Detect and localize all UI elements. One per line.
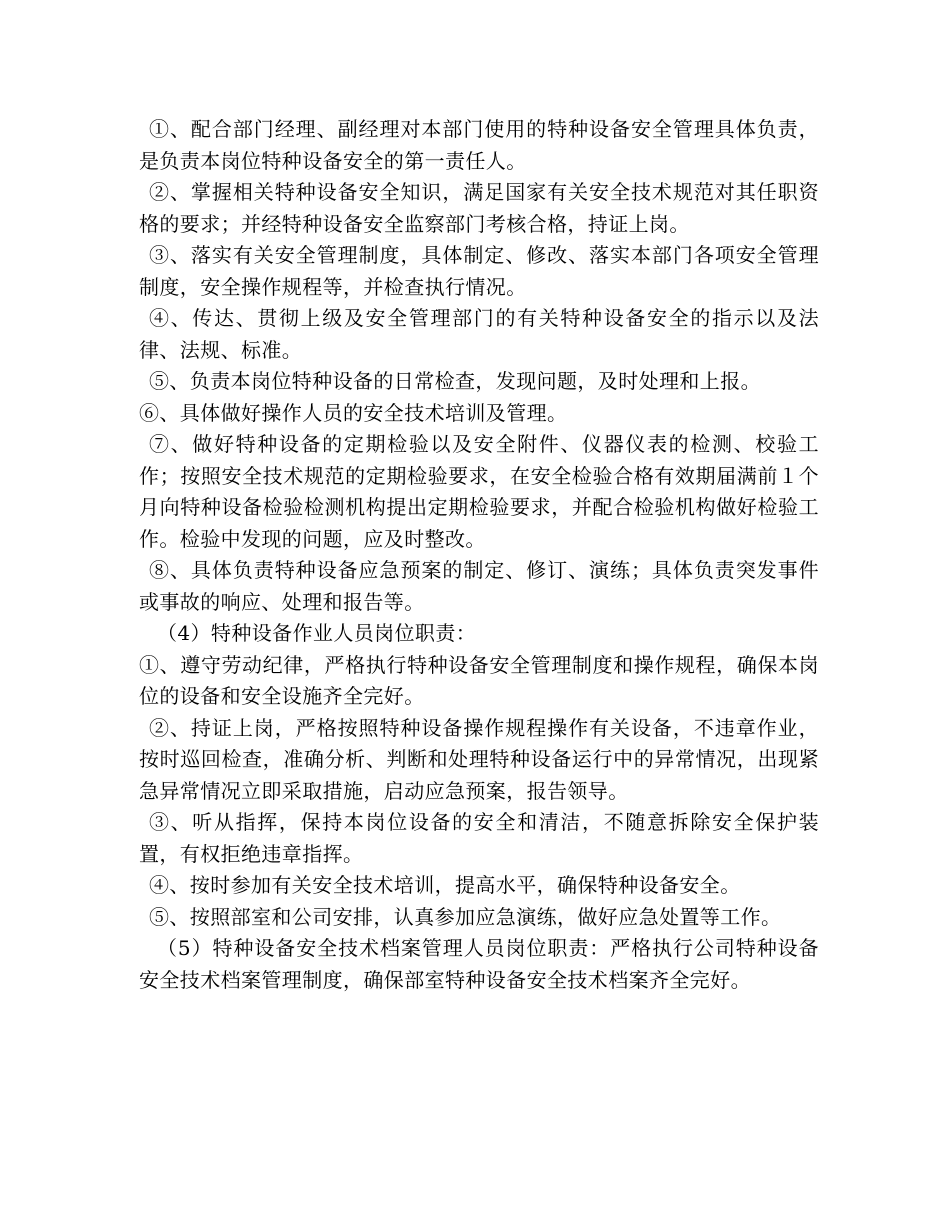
- paragraph-item-6: ⑥、具体做好操作人员的安全技术培训及管理。: [139, 400, 568, 425]
- paragraph-item-10: ①、遵守劳动纪律，严格执行特种设备安全管理制度和操作规程，确保本岗位的设备和安全设施齐全完好。: [139, 652, 819, 708]
- paragraph-item-5: ⑤、负责本岗位特种设备的日常检查，发现问题，及时处理和上报。: [149, 369, 761, 393]
- section-paragraph-5: （5）特种设备安全技术档案管理人员岗位职责：严格执行公司特种设备安全技术档案管理制度，确保部室特种设备安全技术档案齐全完好。: [139, 936, 819, 992]
- paragraph-item-7: ⑦、做好特种设备的定期检验以及安全附件、仪器仪表的检测、校验工作；按照安全技术规范的定期检验要求，在安全检验合格有效期届满前１个月向特种设备检验检测机构提出定期检验要求，并配合检验机构做好检验工作。检验中发现的问题，应及时整改。: [139, 432, 819, 551]
- paragraph-item-12: ③、听从指挥，保持本岗位设备的安全和清洁，不随意拆除安全保护装置，有权拒绝违章指挥。: [139, 810, 819, 866]
- paragraph-item-4: ④、传达、贯彻上级及安全管理部门的有关特种设备安全的指示以及法律、法规、标准。: [139, 306, 819, 362]
- paragraph-item-3: ③、落实有关安全管理制度，具体制定、修改、落实本部门各项安全管理制度，安全操作规程等，并检查执行情况。: [139, 243, 819, 299]
- section-heading-4: （4）特种设备作业人员岗位职责：: [157, 621, 477, 645]
- paragraph-item-2: ②、掌握相关特种设备安全知识，满足国家有关安全技术规范对其任职资格的要求；并经特种设备安全监察部门考核合格，持证上岗。: [139, 180, 819, 236]
- paragraph-item-13: ④、按时参加有关安全技术培训，提高水平，确保特种设备安全。: [149, 873, 741, 897]
- paragraph-item-8: ⑧、具体负责特种设备应急预案的制定、修订、演练；具体负责突发事件或事故的响应、处理和报告等。: [139, 558, 819, 614]
- paragraph-item-1: ①、配合部门经理、副经理对本部门使用的特种设备安全管理具体负责，是负责本岗位特种设备安全的第一责任人。: [139, 117, 819, 173]
- document-page: [139, 114, 819, 996]
- paragraph-item-11: ②、持证上岗，严格按照特种设备操作规程操作有关设备，不违章作业，按时巡回检查，准确分析、判断和处理特种设备运行中的异常情况，出现紧急异常情况立即采取措施，启动应急预案，报告领导。: [139, 715, 819, 803]
- paragraph-item-14: ⑤、按照部室和公司安排，认真参加应急演练，做好应急处置等工作。: [149, 904, 782, 929]
